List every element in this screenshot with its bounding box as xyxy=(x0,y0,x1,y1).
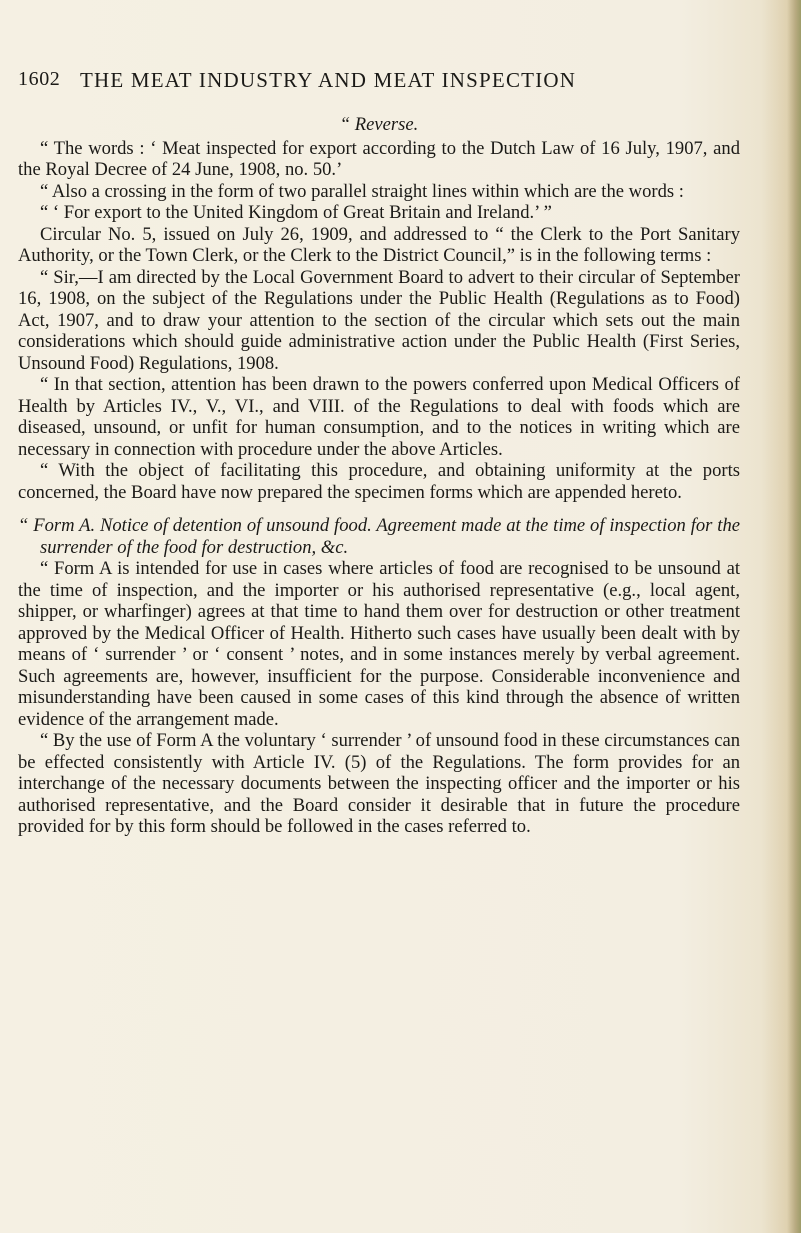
page-edge-shadow xyxy=(787,0,801,1233)
reverse-title: “ Reverse. xyxy=(339,114,419,135)
spacer xyxy=(18,503,740,515)
paragraph-section: “ In that section, attention has been drawn to the powers conferred upon Medical Officers of Health by Articles IV., V., VI., and VIII. of the Regulations to deal with foods which are diseased, unsound, or unfit for human consumption, and to the notices in writing which are necessary in connection with procedure under the above Articles. xyxy=(18,374,740,460)
paragraph-circular: Circular No. 5, issued on July 26, 1909, and addressed to “ the Clerk to the Port Sanitary Authority, or the Town Clerk, or the Clerk to the District Council,” is in the following terms : xyxy=(18,223,740,266)
page-number: 1602 xyxy=(18,68,61,90)
paragraph-form-a: “ Form A is intended for use in cases where articles of food are recognised to be unsound at the time of inspection, and the importer or his authorised representative (e.g., local agent, shipper, or wharfinger) agrees at that time to hand them over for destruction or other treatment approved by the Medical Officer of Health. Hitherto such cases have usually been dealt with by means of ‘ surrender ’ or ‘ consent ’ notes, and in some instances merely by verbal agreement. Such agreements are, however, insufficient for the purpose. Considerable inconvenience and misunderstanding have been caused in some cases of this kind through the absence of written evidence of the arrangement made. xyxy=(18,558,740,730)
paragraph-by-use: “ By the use of Form A the voluntary ‘ surrender ’ of unsound food in these circumstances can be effected consistently with Article IV. (5) of the Regulations. The form provides for an interchange of the necessary documents between the inspecting officer and the importer or his authorised representative, and the Board consider it desirable that in future the procedure provided for by this form should be followed in the cases referred to. xyxy=(18,730,740,837)
paragraph-crossing: “ Also a crossing in the form of two parallel straight lines within which are the words : xyxy=(40,180,684,202)
running-head: THE MEAT INDUSTRY AND MEAT INSPECTION xyxy=(80,68,577,92)
page-header xyxy=(18,68,738,102)
paragraph-words: “ The words : ‘ Meat inspected for export according to the Dutch Law of 16 July, 1907, and the Royal Decree of 24 June, 1908, no. 50.’ xyxy=(18,137,740,180)
paragraph-object: “ With the object of facilitating this procedure, and obtaining uniformity at the ports concerned, the Board have now prepared the specimen forms which are appended hereto. xyxy=(18,460,740,503)
form-a-heading: “ Form A. Notice of detention of unsound food. Agreement made at the time of inspection for the surrender of the food for destruction, &c. xyxy=(18,515,740,558)
paragraph-export-legend: “ ‘ For export to the United Kingdom of Great Britain and Ireland.’ ” xyxy=(40,202,552,223)
body-text xyxy=(18,110,740,838)
paragraph-sir: “ Sir,—I am directed by the Local Government Board to advert to their circular of September 16, 1908, on the subject of the Regulations under the Public Health (Regulations as to Food) Act, 1907, and to draw your attention to the section of the circular which sets out the main considerations which should guide administrative action under the Public Health (First Series, Unsound Food) Regulations, 1908. xyxy=(18,266,740,374)
